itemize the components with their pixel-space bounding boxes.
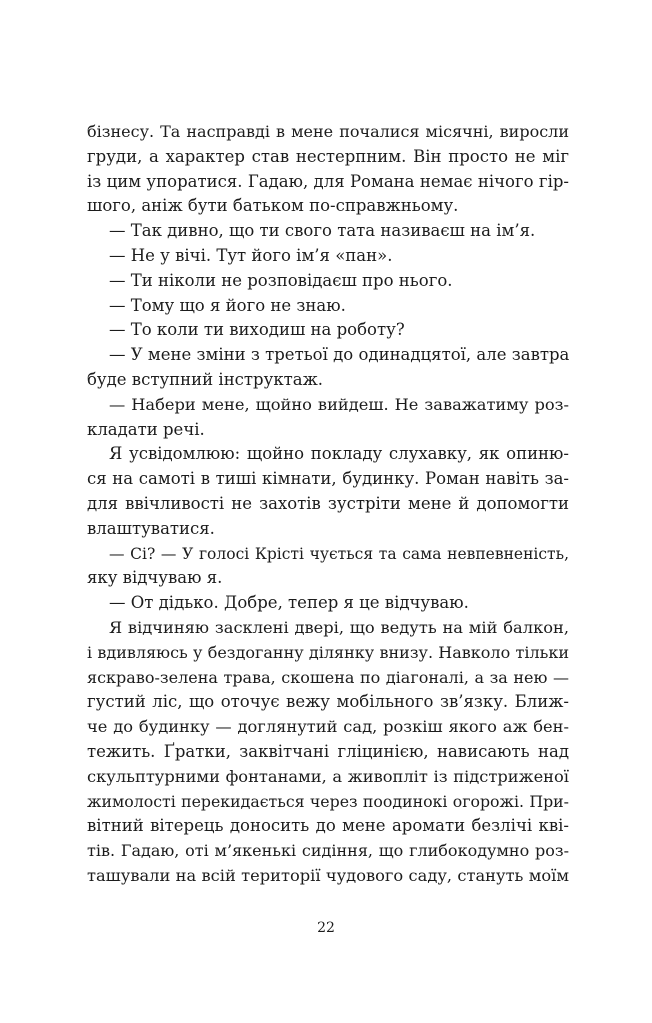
- dialogue-line: — Сі? — У голосі Крісті чується та сама невпевненість,: [109, 544, 569, 563]
- dialogue-line: — Тому що я його не знаю.: [109, 295, 346, 315]
- text-line: із цим упоратися. Гадаю, для Романа немає нічого гір-: [87, 171, 569, 191]
- dialogue-line: — Набери мене, щойно вийдеш. Не заважатиму роз-: [109, 394, 569, 414]
- text-line: тів. Гадаю, оті м’якенькі сидіння, що глибокодумно роз-: [87, 841, 569, 861]
- text-line: яку відчуваю я.: [87, 568, 223, 588]
- text-line: ташували на всій території чудового саду, стануть моїм: [87, 865, 569, 885]
- text-line: че до будинку — доглянутий сад, розкіш якого аж бен-: [87, 717, 569, 737]
- text-line: бізнесу. Та насправді в мене почалися місячні, виросли: [87, 122, 569, 141]
- paragraph-line: Я відчиняю засклені двері, що ведуть на мій балкон,: [109, 617, 569, 637]
- text-line: жимолості перекидається через поодинокі огорожі. При-: [87, 791, 569, 811]
- text-line: тежить. Ґратки, заквітчані гліцинією, нависають над: [87, 741, 569, 761]
- body-text: [87, 120, 569, 889]
- text-line: ся на самоті в тиші кімнати, будинку. Роман навіть за-: [87, 469, 569, 489]
- page-number: 22: [317, 920, 335, 936]
- dialogue-line: — То коли ти виходиш на роботу?: [109, 320, 405, 340]
- text-line: влаштуватися.: [87, 518, 215, 538]
- dialogue-line: — От дідько. Добре, тепер я це відчуваю.: [109, 593, 469, 613]
- text-line: для ввічливості не захотів зустріти мене й допомогти: [87, 493, 569, 513]
- dialogue-line: — У мене зміни з третьої до одинадцятої, але завтра: [109, 345, 570, 365]
- text-line: яскраво-зелена трава, скошена по діагоналі, а за нею —: [87, 667, 569, 687]
- text-line: вітний вітерець доносить до мене аромати безлічі кві-: [87, 816, 569, 836]
- text-line: кладати речі.: [87, 419, 205, 439]
- text-line: буде вступний інструктаж.: [87, 369, 324, 389]
- text-line: скульптурними фонтанами, а живопліт із підстриженої: [87, 766, 569, 786]
- paragraph-line: Я усвідомлюю: щойно покладу слухавку, як опиню-: [109, 444, 569, 464]
- text-line: густий ліс, що оточує вежу мобільного зв’язку. Ближ-: [87, 692, 569, 712]
- dialogue-line: — Ти ніколи не розповідаєш про нього.: [109, 270, 453, 290]
- dialogue-line: — Не у вічі. Тут його ім’я «пан».: [109, 245, 393, 265]
- text-line: і вдивляюсь у бездоганну ділянку внизу. Навколо тільки: [87, 642, 569, 662]
- dialogue-line: — Так дивно, що ти свого тата називаєш на ім’я.: [109, 221, 536, 241]
- text-line: шого, аніж бути батьком по-справжньому.: [87, 196, 459, 216]
- text-line: груди, а характер став нестерпним. Він просто не міг: [87, 146, 569, 166]
